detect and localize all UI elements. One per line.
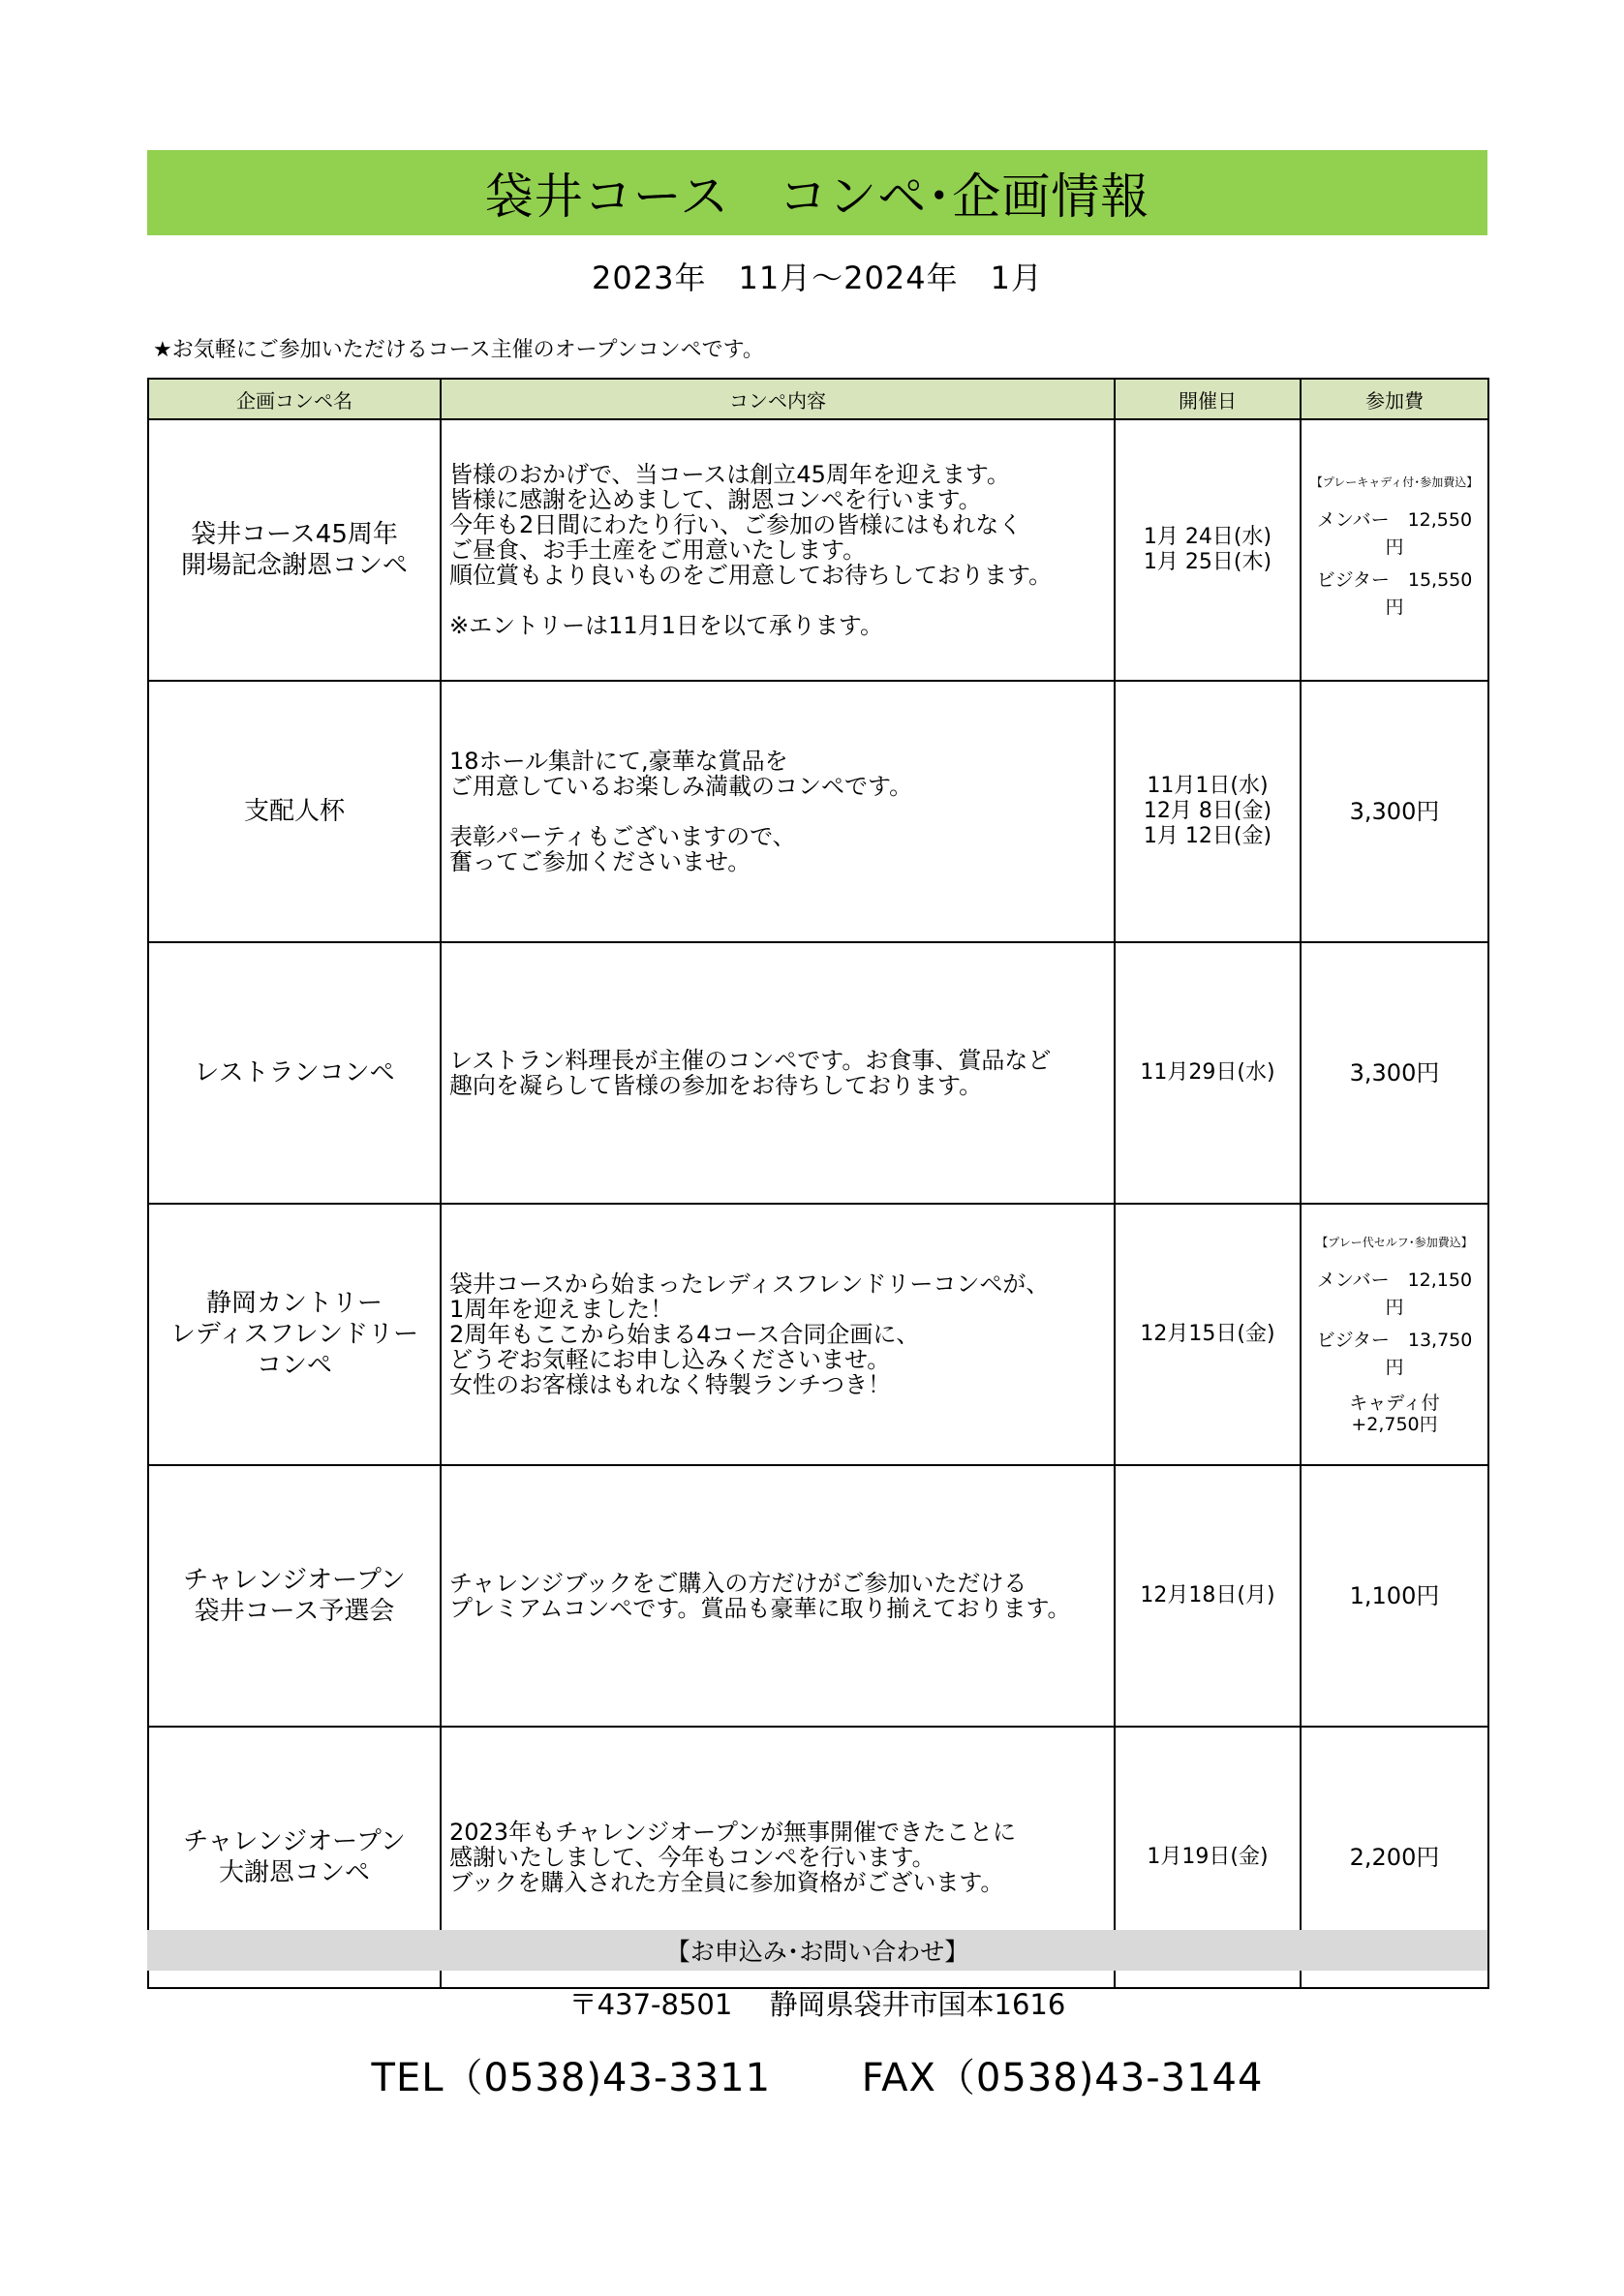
- event-description-line: 女性のお客様はもれなく特製ランチつき！: [449, 1371, 891, 1398]
- event-name-cell: [148, 942, 441, 1204]
- fee-amount: 3,300円: [1349, 798, 1440, 825]
- event-description-cell: [441, 1465, 1115, 1727]
- fee-line: ビジター 15,550円: [1316, 569, 1473, 618]
- event-description-line: 今年も2日間にわたり行い、ご参加の皆様にはもれなく: [449, 511, 1023, 538]
- period-range: 2023年 11月～2024年 1月: [592, 260, 1043, 296]
- event-description-line: 皆様に感謝を込めまして、謝恩コンペを行います。: [449, 486, 982, 513]
- event-fee-cell: [1301, 942, 1488, 1204]
- event-name-line: 大謝恩コンペ: [218, 1858, 370, 1887]
- table-row: [148, 942, 1488, 1204]
- event-date-line: 12月18日(月): [1140, 1583, 1275, 1607]
- page-title: 袋井コース コンペ･企画情報: [484, 168, 1150, 225]
- event-description-line: 1周年を迎えました！: [449, 1296, 674, 1323]
- event-name-line: 支配人杯: [243, 797, 345, 826]
- event-description-line: 表彰パーティもございますので、: [449, 823, 796, 850]
- event-description-line: [449, 799, 1106, 824]
- event-name-line: レストランコンペ: [194, 1058, 395, 1087]
- event-description-line: ※エントリーは11月1日を以て承ります。: [449, 612, 883, 639]
- fee-line: メンバー 12,550円: [1316, 509, 1473, 558]
- event-description-line: どうぞお気軽にお申し込みくださいませ。: [449, 1346, 891, 1373]
- event-description-line: プレミアムコンペです。賞品も豪華に取り揃えております。: [449, 1595, 1071, 1622]
- fee-line: ビジター 13,750円: [1316, 1330, 1473, 1378]
- event-description-line: 袋井コースから始まったレディスフレンドリーコンペが、: [449, 1270, 1050, 1298]
- table-row: [148, 1204, 1488, 1465]
- fee-line: メンバー 12,150円: [1316, 1270, 1473, 1318]
- event-description-line: ご昼食、お手土産をご用意いたします。: [449, 536, 867, 564]
- event-fee-cell: [1301, 419, 1488, 681]
- fee-extra: キャディ付: [1349, 1393, 1440, 1414]
- event-description-line: レストラン料理長が主催のコンペです。お食事、賞品など: [449, 1047, 1052, 1074]
- event-date-line: 1月 25日(木): [1143, 550, 1272, 574]
- event-name-cell: [148, 419, 441, 681]
- contact-heading-bar: [147, 1930, 1487, 1971]
- event-description-line: 順位賞もより良いものをご用意してお待ちしております。: [449, 562, 1053, 589]
- event-name-line: 袋井コース45周年: [191, 520, 398, 549]
- fee-note: 【プレー代セルフ･参加費込】: [1316, 1236, 1473, 1249]
- event-description-line: 感謝いたしまして、今年もコンペを行います。: [449, 1844, 935, 1871]
- event-name-cell: [148, 1204, 441, 1465]
- event-date-cell: [1115, 1204, 1301, 1465]
- event-description-line: 18ホール集計にて,豪華な賞品を: [449, 748, 788, 775]
- event-date-line: 12月 8日(金): [1143, 799, 1272, 823]
- title-banner: [147, 150, 1487, 235]
- event-date-cell: [1115, 419, 1301, 681]
- header-event-content: コンペ内容: [441, 379, 1115, 419]
- event-name-line: 静岡カントリー: [205, 1289, 383, 1318]
- event-name-cell: [148, 681, 441, 942]
- event-description-line: ご用意しているお楽しみ満載のコンペです。: [449, 773, 913, 800]
- table-row: [148, 681, 1488, 942]
- fee-amount: 2,200円: [1349, 1844, 1440, 1871]
- event-description-line: 趣向を凝らして皆様の参加をお待ちしております。: [449, 1072, 983, 1099]
- event-date-cell: [1115, 681, 1301, 942]
- event-name-line: 開場記念謝恩コンペ: [180, 551, 408, 580]
- event-description-line: 奮ってご参加くださいませ。: [449, 848, 751, 875]
- event-date-line: 1月19日(金): [1147, 1845, 1269, 1869]
- event-fee-cell: [1301, 1465, 1488, 1727]
- event-name-line: チャレンジオープン: [183, 1827, 406, 1856]
- table-row: [148, 1465, 1488, 1727]
- event-description-cell: [441, 1204, 1115, 1465]
- fee-amount: 3,300円: [1349, 1059, 1440, 1087]
- event-description-line: ブックを購入された方全員に参加資格がございます。: [449, 1869, 1004, 1896]
- event-date-line: 1月 24日(水): [1143, 525, 1272, 549]
- event-date-cell: [1115, 942, 1301, 1204]
- contact-phones: [147, 2047, 1487, 2102]
- table-row: [148, 419, 1488, 681]
- event-description-line: 2周年もここから始まる4コース合同企画に、: [449, 1321, 920, 1348]
- contact-address: 〒437-8501 静岡県袋井市国本1616: [568, 1988, 1066, 2021]
- event-name-line: 袋井コース予選会: [194, 1597, 395, 1626]
- event-description-cell: [441, 419, 1115, 681]
- header-event-date: 開催日: [1115, 379, 1301, 419]
- fee-amount: 1,100円: [1349, 1582, 1440, 1609]
- event-name-cell: [148, 1465, 441, 1727]
- event-description-cell: [441, 681, 1115, 942]
- events-table: [147, 378, 1489, 1989]
- event-date-line: 11月1日(水): [1147, 774, 1269, 798]
- contact-tel: TEL（0538)43-3311: [371, 2056, 772, 2100]
- events-body: [148, 419, 1488, 1988]
- event-date-line: 11月29日(水): [1140, 1060, 1275, 1085]
- event-date-cell: [1115, 1465, 1301, 1727]
- event-description-line: 皆様のおかげで、当コースは創立45周年を迎えます。: [449, 461, 1010, 488]
- fee-note: 【プレーキャディ付･参加費込】: [1310, 475, 1479, 489]
- event-description-line: [449, 588, 1106, 613]
- event-description-line: チャレンジブックをご購入の方だけがご参加いただける: [449, 1570, 1027, 1597]
- event-fee-cell: [1301, 681, 1488, 942]
- event-description-cell: [441, 942, 1115, 1204]
- header-event-name: 企画コンペ名: [148, 379, 441, 419]
- fee-extra: +2,750円: [1351, 1414, 1438, 1435]
- table-header-row: [148, 379, 1488, 419]
- event-fee-cell: [1301, 1204, 1488, 1465]
- header-event-fee: 参加費: [1301, 379, 1488, 419]
- intro-text: ★お気軽にご参加いただけるコース主催のオープンコンペです。: [153, 338, 764, 362]
- event-name-line: チャレンジオープン: [183, 1566, 406, 1595]
- event-name-line: レディスフレンドリー: [169, 1320, 419, 1349]
- event-date-line: 12月15日(金): [1140, 1322, 1275, 1346]
- event-name-line: コンペ: [256, 1351, 332, 1380]
- event-date-line: 1月 12日(金): [1143, 824, 1272, 848]
- contact-fax: FAX（0538)43-3144: [861, 2056, 1264, 2100]
- event-description-line: 2023年もチャレンジオープンが無事開催できたことに: [449, 1819, 1016, 1846]
- contact-heading: 【お申込み･お問い合わせ】: [665, 1938, 969, 1966]
